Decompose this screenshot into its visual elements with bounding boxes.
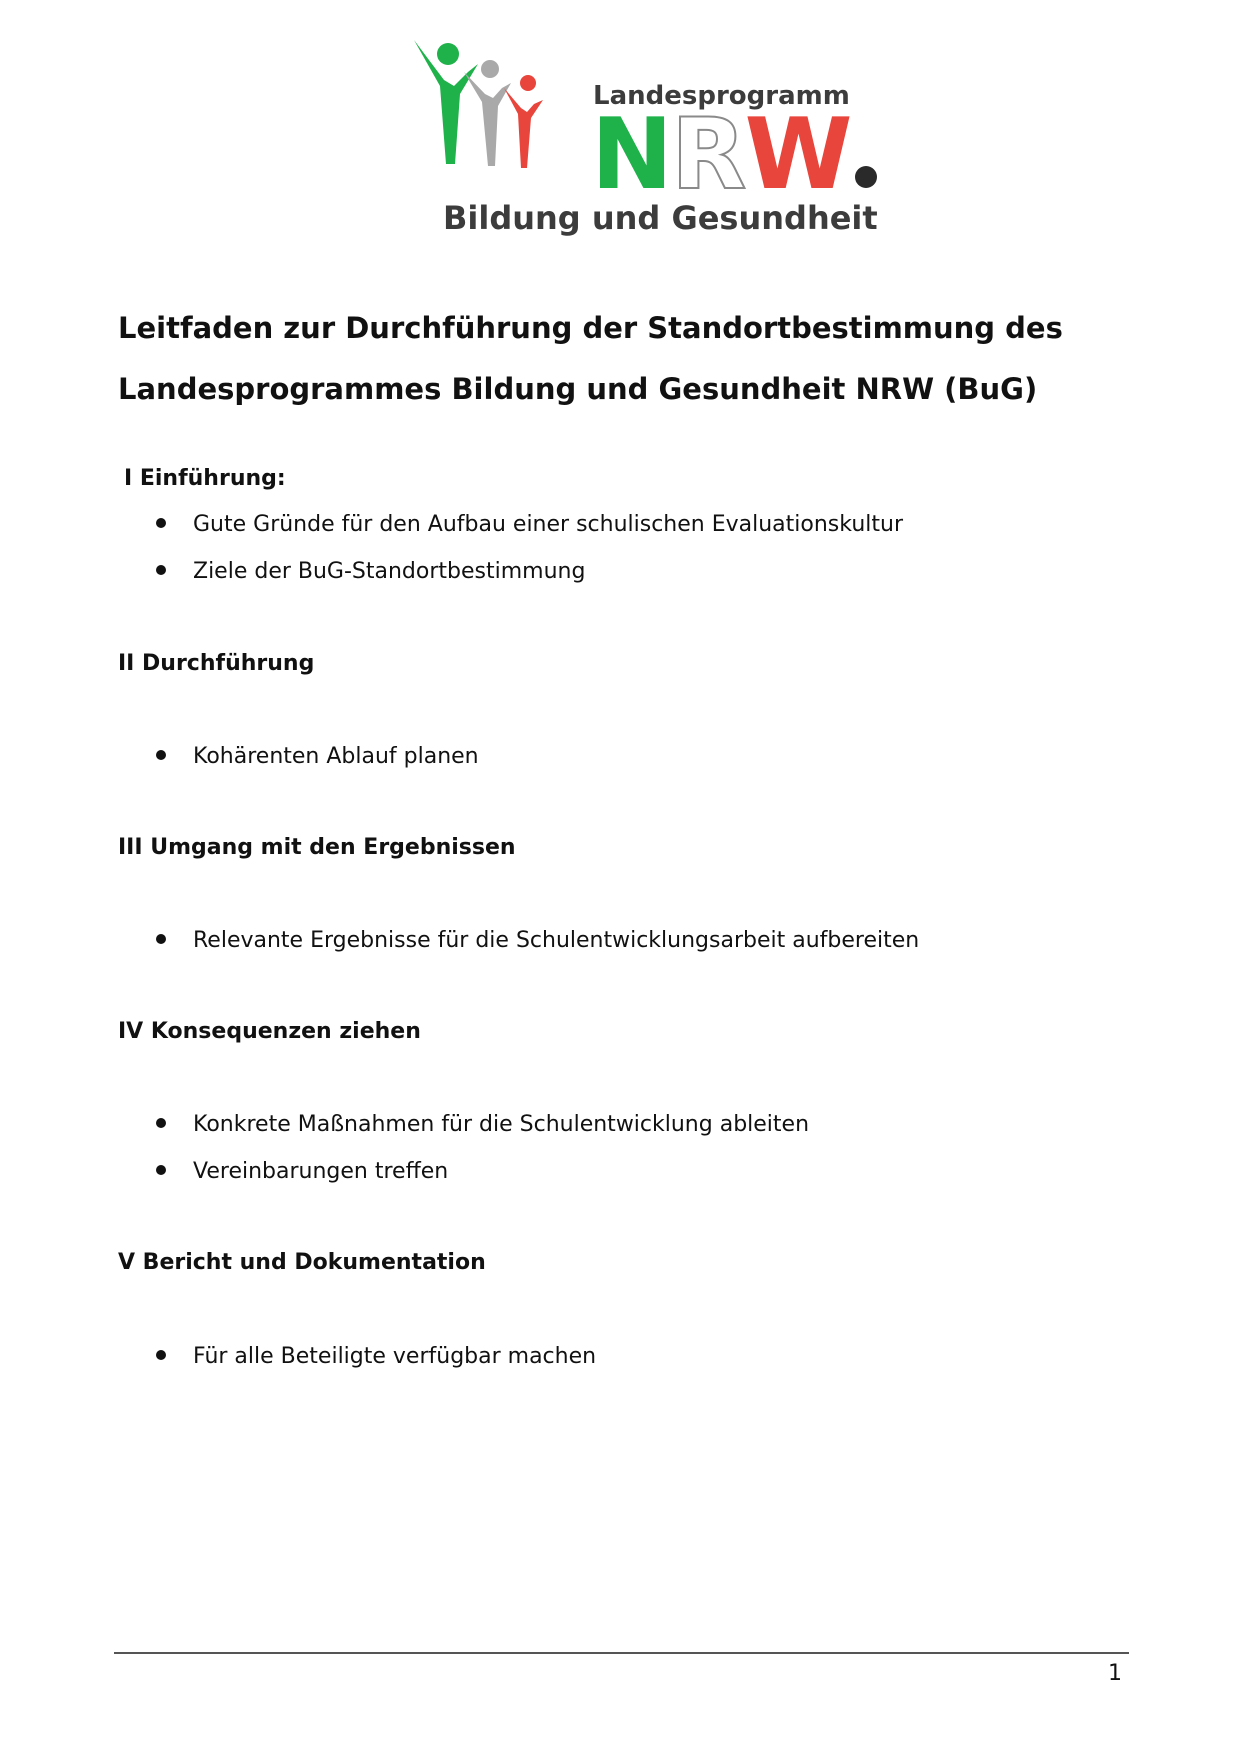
- logo-nrw-w: W: [744, 98, 851, 212]
- list-item: [156, 744, 479, 769]
- people-figures-icon: [408, 36, 558, 186]
- list-item: [156, 1112, 809, 1137]
- logo-nrw: [591, 98, 877, 212]
- bullet-icon: [156, 750, 166, 760]
- logo-dot-icon: [855, 166, 877, 188]
- bullet-icon: [156, 1165, 166, 1175]
- section-heading-1: I Einführung:: [124, 466, 286, 491]
- logo-title-bottom: Bildung und Gesundheit: [443, 199, 878, 237]
- title-line-1: Leitfaden zur Durchführung der Standortbestimmung des: [118, 311, 1063, 345]
- section-heading-5: V Bericht und Dokumentation: [118, 1250, 486, 1275]
- list-item-text: Gute Gründe für den Aufbau einer schulischen Evaluationskultur: [193, 512, 903, 537]
- bullet-icon: [156, 934, 166, 944]
- list-item: [156, 1159, 448, 1184]
- bullet-icon: [156, 1118, 166, 1128]
- document-title: [118, 298, 1063, 420]
- program-logo: [408, 36, 878, 237]
- list-item-text: Ziele der BuG-Standortbestimmung: [193, 559, 586, 584]
- logo-nrw-n: N: [591, 98, 672, 212]
- bullet-icon: [156, 1350, 166, 1360]
- list-item: [156, 928, 919, 953]
- list-item-text: Relevante Ergebnisse für die Schulentwicklungsarbeit aufbereiten: [193, 928, 920, 953]
- logo-title-top: Landesprogramm: [593, 81, 850, 111]
- bullet-icon: [156, 565, 166, 575]
- list-item: [156, 559, 585, 584]
- list-item-text: Vereinbarungen treffen: [193, 1159, 449, 1184]
- list-item-text: Kohärenten Ablauf planen: [193, 744, 479, 769]
- logo-nrw-r: R: [671, 98, 745, 212]
- list-item-text: Konkrete Maßnahmen für die Schulentwicklung ableiten: [193, 1112, 810, 1137]
- list-item-text: Für alle Beteiligte verfügbar machen: [193, 1344, 597, 1369]
- title-line-2: Landesprogrammes Bildung und Gesundheit NRW (BuG): [118, 372, 1038, 406]
- section-heading-3: III Umgang mit den Ergebnissen: [118, 835, 516, 860]
- list-item: [156, 1344, 596, 1369]
- bullet-icon: [156, 518, 166, 528]
- list-item: [156, 512, 903, 537]
- section-heading-4: IV Konsequenzen ziehen: [118, 1019, 421, 1044]
- section-heading-2: II Durchführung: [118, 651, 315, 676]
- page-number: 1: [1108, 1661, 1122, 1686]
- footer-divider: [114, 1652, 1129, 1654]
